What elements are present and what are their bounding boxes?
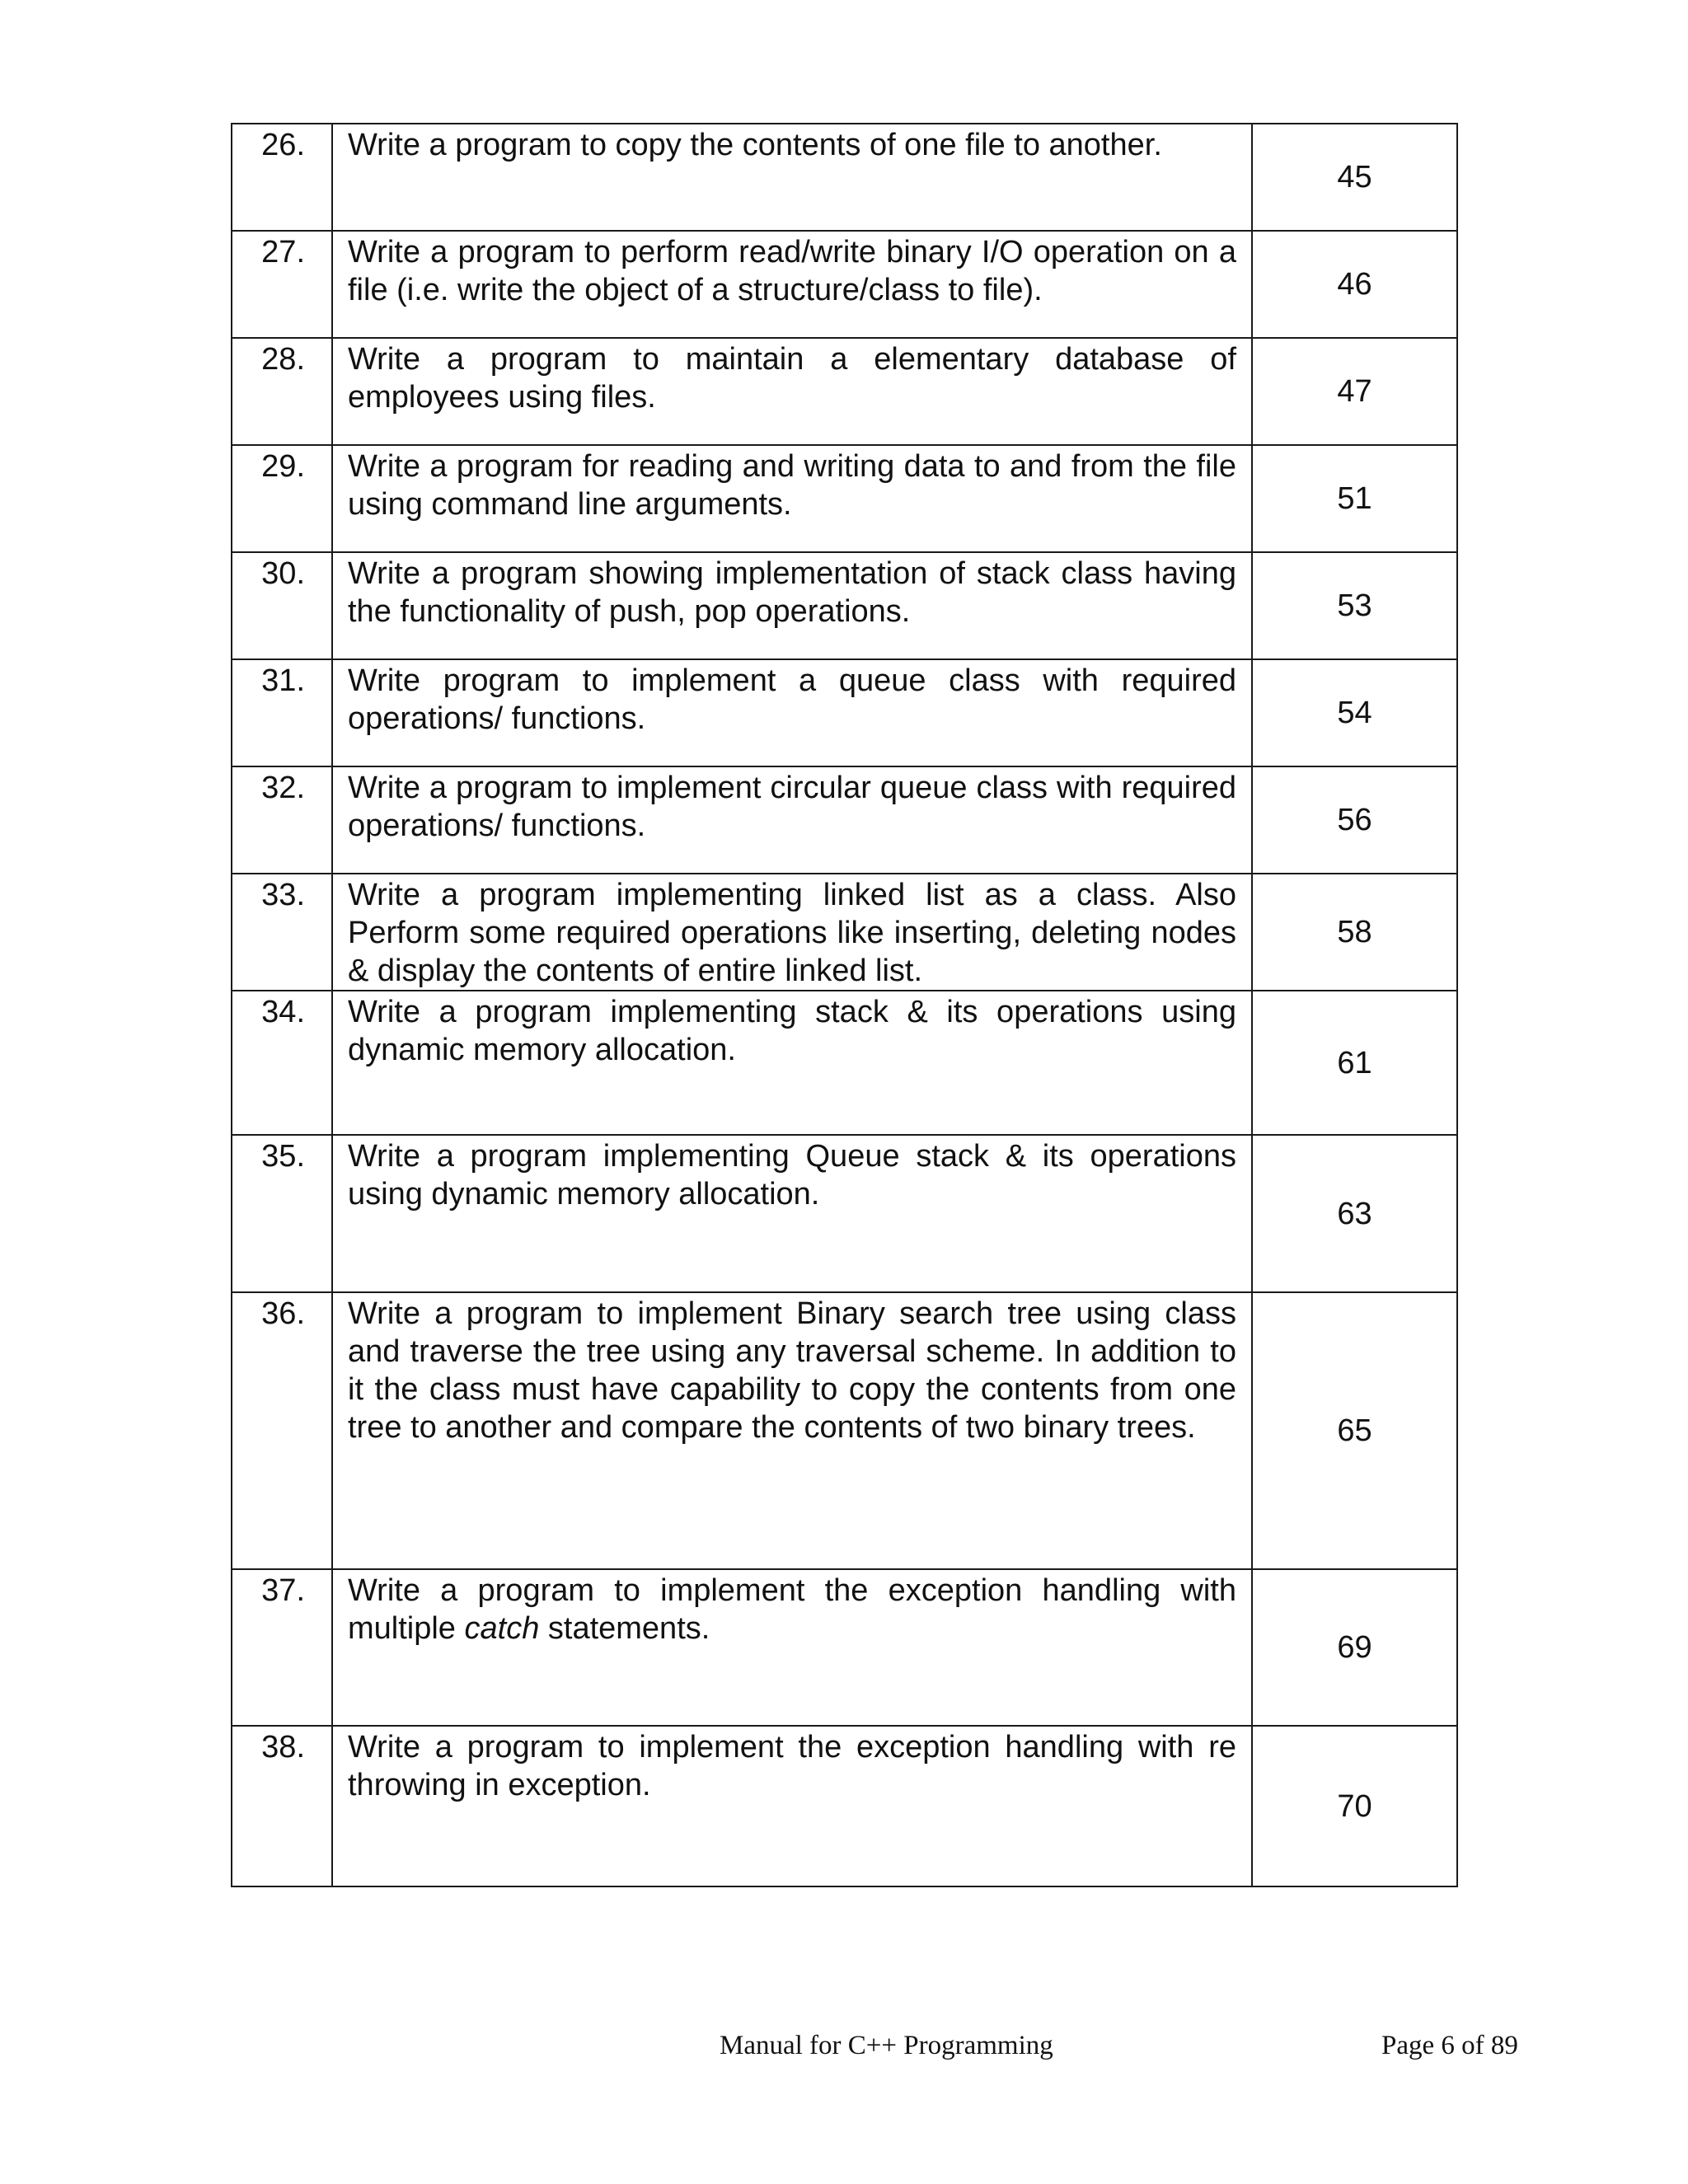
table-row bbox=[232, 1569, 1457, 1726]
row-description bbox=[332, 1569, 1252, 1726]
table-row bbox=[232, 1292, 1457, 1569]
table-row bbox=[232, 124, 1457, 231]
row-page-number: 56 bbox=[1252, 766, 1457, 874]
row-description: Write a program to implement circular queue class with required operations/ functions. bbox=[332, 766, 1252, 874]
row-number: 26. bbox=[232, 124, 332, 231]
row-description-italic: catch bbox=[464, 1611, 540, 1646]
row-page-number: 53 bbox=[1252, 552, 1457, 659]
table-row bbox=[232, 659, 1457, 766]
table-row bbox=[232, 991, 1457, 1135]
row-number: 34. bbox=[232, 991, 332, 1135]
row-number: 33. bbox=[232, 874, 332, 991]
row-description: Write a program to copy the contents of one file to another. bbox=[332, 124, 1252, 231]
row-description: Write a program implementing stack & its operations using dynamic memory allocation. bbox=[332, 991, 1252, 1135]
row-page-number: 58 bbox=[1252, 874, 1457, 991]
row-page-number: 51 bbox=[1252, 445, 1457, 552]
row-number: 30. bbox=[232, 552, 332, 659]
table-row bbox=[232, 874, 1457, 991]
row-page-number: 54 bbox=[1252, 659, 1457, 766]
row-description: Write a program to perform read/write binary I/O operation on a file (i.e. write the object of a structure/class to file). bbox=[332, 231, 1252, 338]
row-description: Write program to implement a queue class with required operations/ functions. bbox=[332, 659, 1252, 766]
table-row bbox=[232, 231, 1457, 338]
row-page-number: 46 bbox=[1252, 231, 1457, 338]
row-description: Write a program for reading and writing data to and from the file using command line arguments. bbox=[332, 445, 1252, 552]
row-number: 32. bbox=[232, 766, 332, 874]
row-number: 28. bbox=[232, 338, 332, 445]
row-number: 36. bbox=[232, 1292, 332, 1569]
row-page-number: 70 bbox=[1252, 1726, 1457, 1886]
row-number: 37. bbox=[232, 1569, 332, 1726]
footer-page-number: Page 6 of 89 bbox=[1381, 2031, 1518, 2060]
footer-manual-title: Manual for C++ Programming bbox=[720, 2031, 1053, 2060]
row-description: Write a program implementing linked list as a class. Also Perform some required operations like inserting, deleting nodes & display the contents of entire linked list. bbox=[332, 874, 1252, 991]
row-description-part: statements. bbox=[539, 1611, 710, 1646]
program-list-table bbox=[231, 123, 1458, 1887]
row-number: 29. bbox=[232, 445, 332, 552]
table-row bbox=[232, 338, 1457, 445]
row-page-number: 47 bbox=[1252, 338, 1457, 445]
table-row bbox=[232, 766, 1457, 874]
table-row bbox=[232, 445, 1457, 552]
row-page-number: 63 bbox=[1252, 1135, 1457, 1292]
row-page-number: 61 bbox=[1252, 991, 1457, 1135]
row-number: 27. bbox=[232, 231, 332, 338]
row-page-number: 45 bbox=[1252, 124, 1457, 231]
row-description-part: Write a program to implement the exception handling with multiple bbox=[348, 1573, 1236, 1646]
row-description: Write a program to maintain a elementary database of employees using files. bbox=[332, 338, 1252, 445]
row-page-number: 65 bbox=[1252, 1292, 1457, 1569]
table-row bbox=[232, 552, 1457, 659]
row-number: 38. bbox=[232, 1726, 332, 1886]
row-description: Write a program to implement the exception handling with re throwing in exception. bbox=[332, 1726, 1252, 1886]
table-row bbox=[232, 1726, 1457, 1886]
row-number: 31. bbox=[232, 659, 332, 766]
row-description: Write a program to implement Binary search tree using class and traverse the tree using any traversal scheme. In addition to it the class must have capability to copy the contents from one tree to another and compare the contents of two binary trees. bbox=[332, 1292, 1252, 1569]
row-number: 35. bbox=[232, 1135, 332, 1292]
table-row bbox=[232, 1135, 1457, 1292]
row-description: Write a program showing implementation of stack class having the functionality of push, pop operations. bbox=[332, 552, 1252, 659]
row-page-number: 69 bbox=[1252, 1569, 1457, 1726]
row-description: Write a program implementing Queue stack & its operations using dynamic memory allocation. bbox=[332, 1135, 1252, 1292]
